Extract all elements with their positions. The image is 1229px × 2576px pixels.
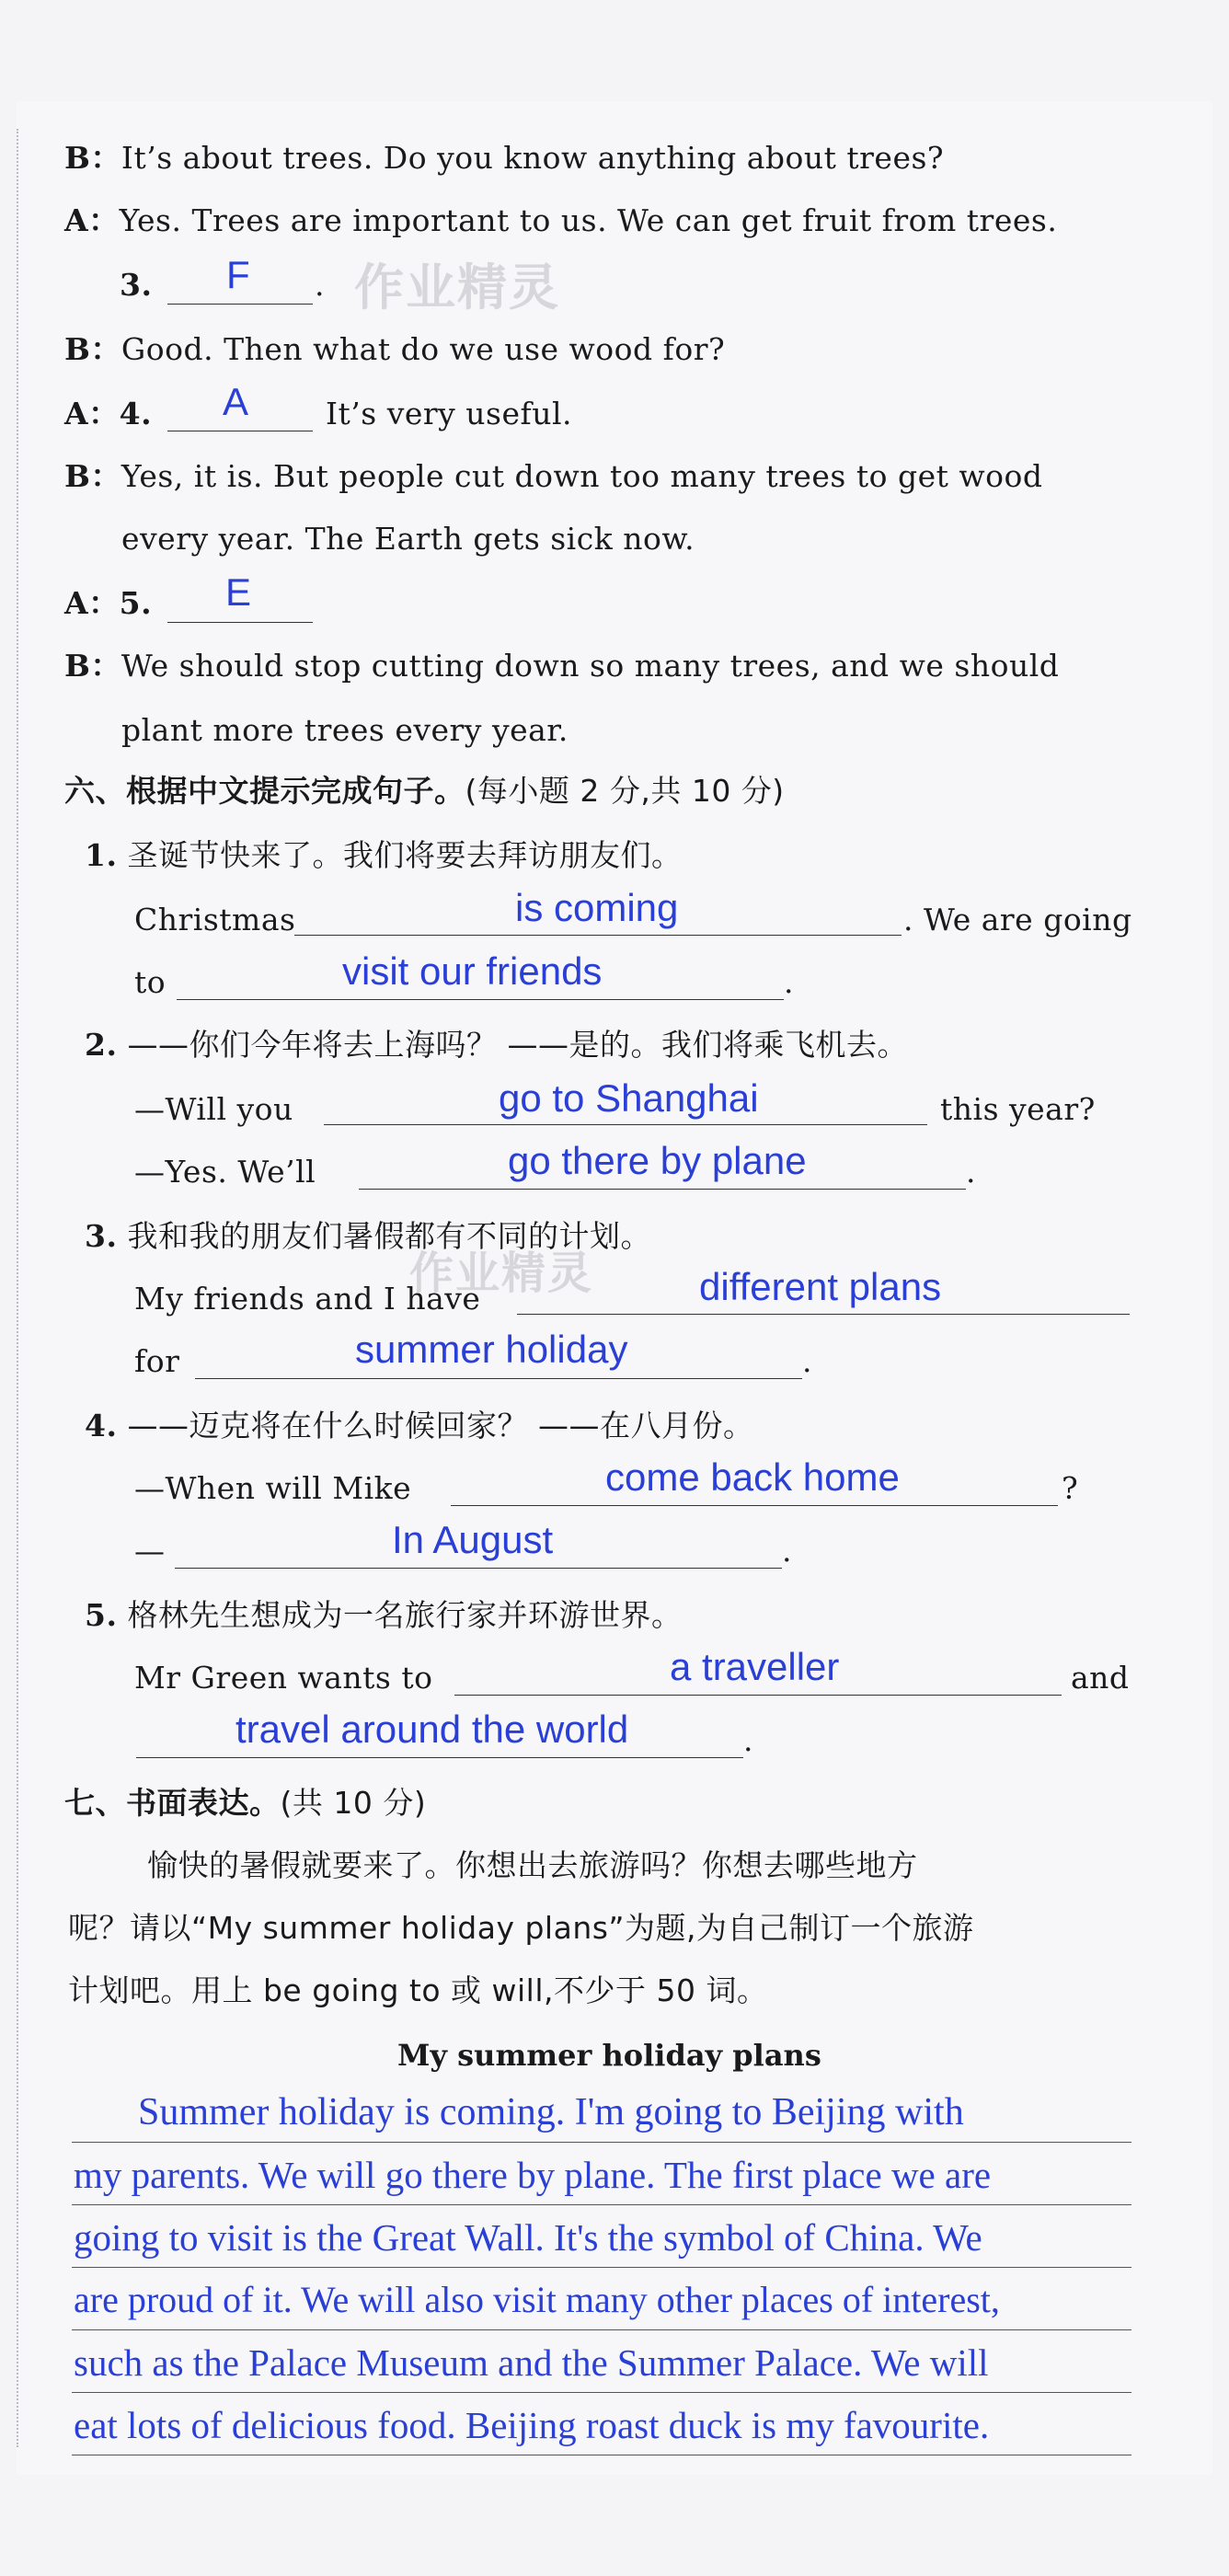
q5-answer-1: a traveller (670, 1645, 840, 1688)
speaker-a: A： (64, 202, 120, 238)
dialogue-text: We should stop cutting down so many trees, and we should (121, 648, 1060, 684)
question-number: 1. (85, 837, 118, 873)
essay-answer-line: such as the Palace Museum and the Summer Palace. We will (74, 2341, 989, 2384)
q2-blank-2[interactable] (359, 1189, 966, 1190)
q1-blank-1[interactable] (294, 935, 902, 936)
answer-5: E (225, 570, 252, 614)
dialogue-text: It’s very useful. (326, 396, 573, 431)
question-number: 4. (119, 396, 153, 431)
dialogue-line-1 (64, 138, 944, 178)
section-title: 六、根据中文提示完成句子。 (64, 773, 465, 809)
q1-answer-2: visit our friends (342, 949, 603, 993)
watermark-text: 作业精灵 (409, 1248, 594, 1299)
dialogue-line-7: every year. The Earth gets sick now. (121, 521, 695, 557)
q1-answer-1: is coming (515, 886, 679, 929)
q1-chinese (85, 835, 682, 876)
answer-3: F (226, 253, 250, 296)
period: . (315, 267, 325, 303)
dialogue-line-8 (64, 583, 152, 624)
q2-chinese (85, 1025, 908, 1065)
q2-answer-2: go there by plane (508, 1139, 807, 1182)
sentence-text: —Yes. We’ll (134, 1154, 316, 1190)
q3-answer-2: summer holiday (355, 1328, 628, 1371)
question-number: 2. (85, 1027, 118, 1063)
q4-chinese (85, 1406, 753, 1446)
answer-4: A (223, 380, 249, 423)
q4-blank-1[interactable] (451, 1505, 1058, 1506)
dialogue-text: Good. Then what do we use wood for? (121, 331, 726, 367)
chinese-prompt: 圣诞节快来了。我们将要去拜访朋友们。 (127, 837, 683, 873)
speaker-b: B： (64, 458, 121, 494)
essay-answer-line: are proud of it. We will also visit many other places of interest, (74, 2279, 1000, 2320)
q2-blank-1[interactable] (324, 1124, 927, 1125)
chinese-prompt: ——你们今年将去上海吗？ ——是的。我们将乘飞机去。 (127, 1027, 908, 1063)
binding-margin-line (17, 129, 18, 2447)
sentence-text: for (134, 1343, 180, 1379)
section-6-header (64, 771, 785, 811)
speaker-b: B： (64, 331, 121, 367)
writing-prompt-line: 呢？请以“My summer holiday plans”为题,为自己制订一个旅游 (68, 1910, 974, 1946)
watermark-text: 作业精灵 (354, 259, 560, 316)
section-score: (每小题 2 分,共 10 分) (465, 773, 785, 809)
dialogue-line-9 (64, 646, 1059, 686)
answer-blank-5[interactable] (167, 622, 313, 623)
sentence-text: and (1071, 1660, 1130, 1696)
dialogue-line-5 (64, 394, 152, 434)
answer-blank-3[interactable] (167, 304, 313, 305)
question-number: 3. (120, 267, 153, 303)
q3-answer-1: different plans (699, 1265, 942, 1308)
dialogue-text: Yes, it is. But people cut down too many trees to get wood (121, 458, 1043, 494)
essay-answer-line: Summer holiday is coming. I'm going to Beijing with (138, 2091, 964, 2133)
section-title: 七、书面表达。 (64, 1785, 281, 1821)
q4-blank-2[interactable] (175, 1568, 782, 1569)
q5-chinese (85, 1595, 682, 1636)
essay-answer-line: going to visit is the Great Wall. It's the symbol of China. We (74, 2216, 982, 2259)
sentence-text: this year? (940, 1091, 1096, 1127)
q1-blank-2[interactable] (177, 999, 784, 1000)
sentence-text: My friends and I have (134, 1281, 481, 1317)
dialogue-line-2 (64, 201, 1057, 241)
sentence-text: —When will Mike (134, 1470, 412, 1506)
section-7-header (64, 1783, 426, 1823)
speaker-b: B： (64, 648, 121, 684)
question-3 (120, 265, 152, 305)
sentence-text: Mr Green wants to (134, 1660, 433, 1696)
essay-answer-line: my parents. We will go there by plane. The first place we are (74, 2154, 992, 2196)
period: . (782, 1533, 792, 1569)
essay-rule-line (72, 2204, 1131, 2205)
question-number: 5. (85, 1597, 118, 1633)
essay-rule-line (72, 2392, 1131, 2393)
dialogue-line-10: plant more trees every year. (121, 712, 569, 748)
sentence-text: ? (1062, 1470, 1079, 1506)
speaker-a: A： (64, 585, 120, 621)
q3-blank-2[interactable] (195, 1378, 802, 1379)
sentence-text: Christmas (134, 902, 296, 937)
period: . (966, 1154, 976, 1190)
question-number: 4. (85, 1408, 118, 1443)
chinese-prompt: ——迈克将在什么时候回家？ ——在八月份。 (127, 1408, 754, 1443)
essay-rule-line (72, 2267, 1131, 2268)
question-number: 3. (85, 1218, 118, 1254)
q5-blank-1[interactable] (454, 1695, 1062, 1696)
sentence-text: to (134, 964, 167, 1000)
q3-blank-1[interactable] (517, 1314, 1130, 1315)
period: . (784, 964, 794, 1000)
dialogue-text: It’s about trees. Do you know anything about trees? (121, 140, 945, 176)
section-score: (共 10 分) (280, 1785, 427, 1821)
essay-rule-line (72, 2329, 1131, 2330)
q5-answer-2: travel around the world (235, 1708, 629, 1751)
essay-title: My summer holiday plans (397, 2038, 821, 2073)
sentence-text: —Will you (134, 1091, 293, 1127)
period: . (802, 1343, 812, 1379)
question-number: 5. (119, 585, 153, 621)
writing-prompt-line: 计划吧。用上 be going to 或 will,不少于 50 词。 (68, 1972, 768, 2008)
sentence-text: . We are going (903, 902, 1132, 937)
period: . (743, 1722, 753, 1758)
q4-answer-1: come back home (605, 1455, 900, 1499)
speaker-b: B： (64, 140, 121, 176)
chinese-prompt: 格林先生想成为一名旅行家并环游世界。 (127, 1597, 683, 1633)
dialogue-line-6 (64, 456, 1042, 497)
sentence-text: — (134, 1533, 166, 1569)
speaker-a: A： (64, 396, 120, 431)
writing-prompt-line: 愉快的暑假就要来了。你想出去旅游吗？你想去哪些地方 (147, 1847, 918, 1883)
essay-answer-line: eat lots of delicious food. Beijing roast duck is my favourite. (74, 2404, 990, 2446)
essay-rule-line (72, 2142, 1131, 2143)
q5-blank-2[interactable] (136, 1757, 743, 1758)
q4-answer-2: In August (392, 1518, 554, 1561)
dialogue-line-4 (64, 329, 725, 370)
chinese-prompt: 我和我的朋友们暑假都有不同的计划。 (127, 1218, 651, 1254)
q2-answer-1: go to Shanghai (499, 1076, 759, 1120)
dialogue-text: Yes. Trees are important to us. We can get fruit from trees. (119, 202, 1058, 238)
